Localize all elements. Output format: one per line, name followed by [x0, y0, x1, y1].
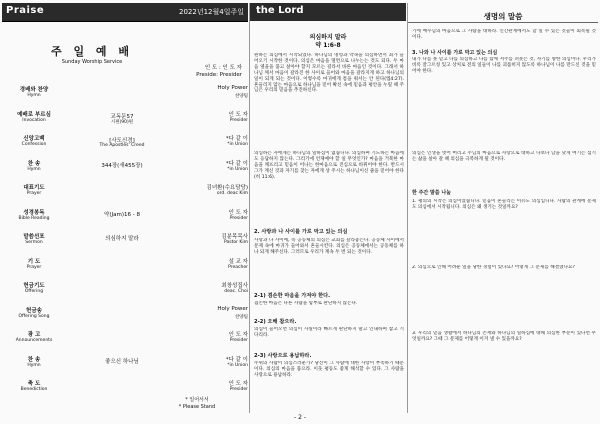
service-item-leader: 설 교 자 — [228, 258, 248, 265]
service-item-leader: 최창성집사 — [221, 283, 248, 289]
service-item-detail-en: The Apostles' Creed — [99, 143, 145, 148]
service-item-leader-en: 찬양팀 — [234, 94, 248, 99]
service-item-leader-en: *in Union — [227, 362, 248, 368]
service-item-name-en: Hymn — [27, 93, 41, 98]
service-item-name-en: Offering Song — [18, 313, 50, 319]
presider-ko: 인 도 : 인 도 자 — [204, 65, 242, 71]
service-item-name: 헌금기도 — [23, 283, 45, 289]
service-item-leader: *다 같 이 — [225, 160, 248, 167]
service-item-leader: 인 도 자 — [228, 332, 248, 338]
service-item-leader-en: ord. deac Kim — [216, 191, 248, 196]
sermon-heading — [250, 34, 406, 50]
service-item-name: 대표기도 — [23, 185, 45, 191]
sermon-subheading: 2. 사랑과 나 사이를 가로 막고 있는 의심 — [254, 229, 348, 235]
service-item-detail: [사도신경] — [109, 138, 135, 144]
service-item-detail-en: 시편(90)편 — [110, 119, 134, 125]
service-item-name-en: Sermon — [25, 240, 43, 245]
service-item — [10, 355, 248, 377]
service-item-leader: 인 도 자 — [228, 111, 248, 118]
service-item-detail: 344장(새455장) — [101, 162, 143, 169]
service-item — [10, 159, 248, 181]
praise-header-bar — [2, 3, 248, 22]
service-item-name: 신앙고백 — [23, 136, 45, 142]
service-item — [10, 110, 248, 132]
sermon-paragraph: 겸손한 마음은 다른 사람을 함부로 판단하지 않는다. — [254, 301, 358, 306]
sharing-question: 3. 우리의 믿음 생활에서 하나님의 존재와 하나님의 일하심에 대해 의심한 부분이 있다면 무엇일까요? 그때 그 문제를 어떻게 이겨 낼 수 있을까요? — [412, 331, 596, 342]
sermon-paragraph: 원하는 의심에서 시작되었다. 하나님의 명령과 약속을 의심하면서 죄가 들어오기 시작한 것이다. 의심은 마음을 떨면으로 나누는는 것도 되다. 두 마음 옆을을 품고 살아야 할지 모르는 길라서 바른 마음인 것이다. 그래서 하나님 께서 마음이 갈라진 한 사이로 들어와 마음을 갈라지게 하고 하나님의 일이 되게 되는 것이다. 이렇수록 마귀에게 틈을 줘서는 안 된다(엡4:27). 흔들리지 않는 마음으로 하나님을 믿어 확신 속에 믿음과 평안을 누릴 때 주님은 우리의 믿음을 추진하신다. — [254, 53, 404, 94]
stand-note-ko: * 일어서서 — [185, 397, 209, 403]
order-of-service-panel — [2, 3, 248, 413]
stand-note-en: * Please Stand — [178, 404, 216, 410]
service-item-name-en: Hymn — [27, 362, 41, 368]
service-item-leader: 김분목목사 — [221, 234, 248, 240]
service-subtitle: Sunday Worship Service — [61, 59, 123, 65]
service-item-name: 경배와 찬양 — [19, 87, 49, 93]
lord-header-bar — [250, 3, 406, 21]
service-date: 2022년12월4일주일 — [179, 8, 244, 16]
service-item — [10, 330, 248, 352]
service-item-leader-en: Presider — [229, 338, 248, 343]
sermon-paragraph: 의심이 들어오면 의심이 사실이라 빠르게 판단하지 말고 인내하며 참고 기다리라. — [254, 327, 404, 338]
service-item — [10, 208, 248, 230]
service-item-name-en: Confession — [21, 142, 47, 147]
service-item — [10, 232, 248, 254]
service-item-leader: *다 같 이 — [225, 136, 248, 142]
sermon-paragraph: 주위의 사람이 의심스러운가? 당신이 그 사람에 대한 사랑이 부족하기 때문이다. 의심의 마음을 품으라. 이웃 평등도 좋게 해석할 수 있다. 그 사람을 사랑으로 용납하라. — [254, 361, 404, 378]
sharing-question: 2. 의심으로 인해 어려운 일을 당한 경험이 있나요? 어떻게 그 문제를 해결했나요? — [412, 265, 575, 270]
lord-title: the Lord — [256, 5, 304, 16]
service-item-leader-en: 찬양팀 — [234, 314, 248, 320]
service-item-name-en: Benediction — [20, 387, 48, 392]
service-item-name: 기 도 — [27, 258, 41, 265]
service-item-name-en: Prayer — [26, 264, 42, 270]
sharing-question: 1. 평의의 시작은 의심이었습니다. 믿음이 흔들리는 이유도 의심입니다. 사람의 관계에 문제도 의심에서 시작됩니다. 의심은 왜 생기는 것일까요? — [412, 199, 596, 210]
service-item-name-en: Prayer — [26, 191, 42, 196]
service-item-detail: 약(Jam)16 - 8 — [104, 211, 140, 218]
service-item-leader: 인 도 자 — [228, 209, 248, 216]
presider-info — [132, 65, 242, 79]
page-number: - 2 - — [294, 414, 306, 421]
sermon-subheading: 2-2) 오해 참으라. — [254, 319, 297, 325]
service-item-detail: 교독문57 — [110, 113, 134, 120]
service-item-leader-en: Presider — [229, 387, 248, 392]
service-item-name-en: Offering — [24, 289, 44, 294]
service-title: 주 일 예 배 — [51, 45, 133, 58]
word-of-life-panel — [408, 3, 598, 413]
service-item-leader-en: Preacher — [228, 264, 248, 270]
service-item-name: 예배로 부르심 — [17, 111, 51, 118]
service-item-leader-en: deac. Choi — [224, 289, 248, 294]
service-item-name: 축 도 — [27, 381, 41, 387]
service-item-leader-en: Presider — [229, 215, 248, 221]
service-item-detail: 의심하지 말라 — [105, 236, 139, 242]
service-item-name: 찬 송 — [27, 356, 41, 363]
sharing-heading: 한 주간 말씀 나눔 — [412, 190, 452, 196]
service-item — [10, 306, 248, 328]
service-item — [10, 183, 248, 205]
life-intro: 기에 예수님의 마음으로 그 사람을 대하라. 인간관계에서도 할 일 수 있는 것들이 회복될 것이다. — [412, 29, 596, 40]
life-subheading: 3. 나와 나 사이를 가로 막고 있는 의심 — [412, 50, 498, 56]
stand-note — [152, 397, 242, 411]
life-paragraph: 의심은 인생을 벗어 버리고 주님의 마음으로 사랑으로 대하고 나보다 남을 낫게 여기는 섬기는 삶을 살아 갈 때 의심을 극복하게 될 것이다. — [412, 151, 596, 162]
service-item-leader: Holy Power — [217, 305, 248, 312]
service-item-name: 성경봉독 — [23, 209, 45, 216]
sermon-panel — [250, 3, 406, 413]
sermon-paragraph: 사랑과 나 사이에, 즉 공동체의 의심은 교회를 갈라놓는다. 공동체 사이에서 문제 속에 마귀가 들어와서 흔들시킨다. 의심은 공동체에서는 공동체를 하나 되게 해주신다. 그러므로 우리가 계속 두 번 되는 것이다. — [254, 238, 404, 255]
service-item-name: 찬 송 — [27, 160, 41, 167]
service-item — [10, 281, 248, 303]
service-item-leader-en: *in Union — [227, 142, 248, 147]
service-item-name-en: Announcements — [15, 338, 53, 343]
word-of-life-title: 생명의 말씀 — [483, 12, 523, 21]
service-item-leader: 김녀환(수요담당) — [206, 185, 248, 191]
life-paragraph: 내가 나를 못 믿고 나를 의심하고 나를 함께 저주를 퍼붓는 것, 자기를 향한 의심이다. 우리가 비록 잘그르칭 있고 상처로 전의 일들이 나를 괴롭히지 않도록 하나님이 나를 만드신 것을 믿어야 한다. — [412, 57, 596, 74]
service-item-leader-en: Presider — [229, 117, 248, 123]
sermon-subheading: 2-1) 겸손한 마음을 가져야 한다. — [254, 293, 331, 299]
sermon-paragraph: 의심하는 자에게는 하나님의 일하심이 없습니다. 의심하며 기도하는 마음에도 응답하지 않는다. 그리기에 언제예야 할 일 무엇인가? 마음을 거북한 마음을 깨뜨리고 믿음이 어나는 한마음으로 진심으로 바뀌어야 한다. 반드시 그가 계신 것과 자기를 찾는 자에게 상 주시는 하나님이신 줄을 믿어야 한다(히 11:6). — [254, 151, 404, 180]
service-item — [10, 257, 248, 279]
service-item-name: 광 고 — [27, 332, 41, 338]
praise-title: Praise — [6, 5, 45, 16]
service-item-name-en: Invocation — [22, 117, 46, 123]
service-item — [10, 134, 248, 156]
service-item-leader-en: *in Union — [227, 166, 248, 172]
presider-en: Preside: Presider — [196, 72, 242, 78]
service-item-leader: Holy Power — [217, 85, 248, 91]
sermon-subheading: 2-3) 사랑으로 용납하라. — [254, 353, 312, 359]
service-item-leader: 인 도 자 — [228, 381, 248, 387]
title-rule — [408, 22, 598, 23]
service-item-name: 말씀선포 — [23, 234, 45, 240]
service-item-name-en: Bible Reading — [18, 215, 50, 221]
service-item-leader-en: Pastor Kim — [224, 240, 248, 245]
service-item — [10, 85, 248, 107]
service-item-name-en: Hymn — [27, 166, 41, 172]
service-item-leader: *다 같 이 — [225, 356, 248, 363]
service-item-name: 헌금송 — [26, 307, 42, 314]
sermon-title: 의심하지 말라 — [309, 34, 347, 41]
service-item-detail: 좋으신 하나님 — [105, 358, 139, 365]
sermon-reference: 약 1:6-8 — [315, 42, 341, 49]
